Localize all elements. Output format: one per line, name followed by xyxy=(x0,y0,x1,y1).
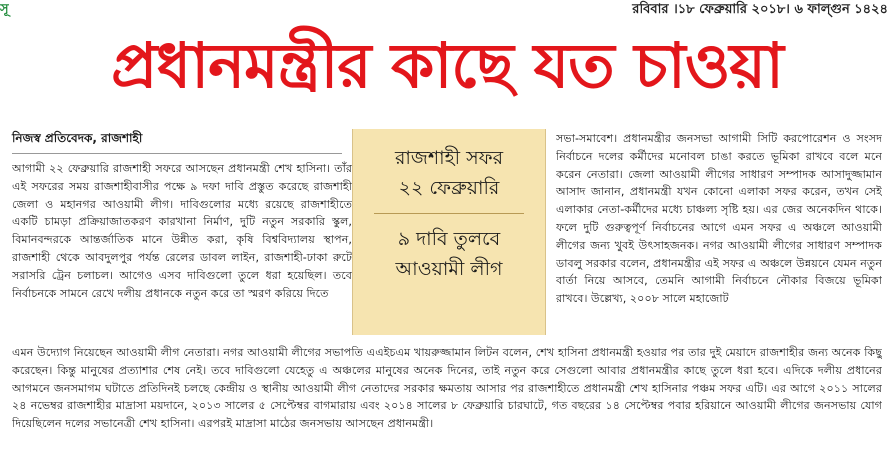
byline: নিজস্ব প্রতিবেদক, রাজশাহী xyxy=(12,130,342,154)
dateline: রবিবার ।১৮ ফেব্রুয়ারি ২০১৮। ৬ ফাল্গুন ১৪২৪ xyxy=(632,2,888,17)
pull-quote-line: ২২ ফেব্রুয়ারি xyxy=(398,177,500,199)
pull-quote-line: আওয়ামী লীগ xyxy=(395,258,503,280)
pull-quote-line: রাজশাহী সফর xyxy=(394,147,504,169)
pull-quote-line: ৯ দাবি তুলবে xyxy=(397,228,501,250)
pull-quote-box xyxy=(352,129,546,335)
column-text: আগামী ২২ ফেব্রুয়ারি রাজশাহী সফরে আসছেন প্রধানমন্ত্রী শেখ হাসিনা। তাঁর এই সফরের সময় রাজশাহীবাসীর পক্ষে ৯ দফা দাবি প্রস্তুত করেছে রাজশাহী জেলা ও মহানগর আওয়ামী লীগ। দাবিগুলোর মধ্যে রয়েছে রাজশাহীতে একটি চামড়া প্রক্রিয়াজাতকরণ কারখানা নির্মাণ, দুটি নতুন সরকারি স্কুল, বিমানবন্দরকে আন্তর্জাতিক মানে উন্নীত করা, কৃষি বিশ্ববিদ্যালয় স্থাপন, রাজশাহী থেকে আবদুলপুর পর্যন্ত রেলের ডাবল লাইন, রাজশাহী-ঢাকা রুটে সরাসরি ট্রেন চলাচল। আগেও এসব দাবিগুলো তুলে ধরা হয়েছিল। তবে নির্বাচনকে সামনে রেখে দলীয় প্রধানকে নতুন করে তা স্মরণ করিয়ে দিতে xyxy=(12,162,352,300)
article-column-bottom xyxy=(12,344,882,452)
pull-quote-divider xyxy=(374,213,524,214)
column-text: এমন উদ্যোগ নিয়েছেন আওয়ামী লীগ নেতারা। নগর আওয়ামী লীগের সভাপতি এএইচএম খায়রুজ্জামান লিটন বলেন, শেখ হাসিনা প্রধানমন্ত্রী হওয়ার পর তার দুই মেয়াদে রাজশাহীর জন্য অনেক কিছু করেছেন। কিন্তু মানুষের প্রত্যাশার শেষ নেই। তবে দাবিগুলো যেহেতু এ অঞ্চলের মানুষের অনেক দিনের, তাই নতুন করে সেগুলো আবার প্রধানমন্ত্রীর কাছে তুলে ধরা হবে। এদিকে দলীয় প্রধানের আগমনে জনসমাগম ঘটাতে প্রতিদিনই চলছে কেন্দ্রীয় ও স্থানীয় আওয়ামী লীগ নেতাদের সরকার ক্ষমতায় আসার পর রাজশাহীতে প্রধানমন্ত্রী শেখ হাসিনার পঞ্চম সফর এটি। এর আগে ২০১১ সালের ২৪ নভেম্বর রাজশাহীর মাদ্রাসা ময়দানে, ২০১৩ সালের ৫ সেপ্টেম্বর বাগমারায় এবং ২০১৪ সালের ৮ ফেব্রুয়ারি চারঘাটে, গত বছরের ১৪ সেপ্টেম্বর পবার হরিয়ানে আওয়ামী লীগের জনসভায় যোগ দিয়েছিলেন দলের সভানেত্রী শেখ হাসিনা। এরপরই মাদ্রাসা মাঠের জনসভায় আসছেন প্রধানমন্ত্রী। xyxy=(12,346,882,431)
article-column-right xyxy=(556,130,882,352)
article-column-left xyxy=(12,160,352,350)
column-text: সভা-সমাবেশ। প্রধানমন্ত্রীর জনসভা আগামী সিটি করপোরেশন ও সংসদ নির্বাচনে দলের কর্মীদের মনোবল চাঙা করতে ভূমিকা রাখবে বলে মনে করেন নেতারা। জেলা আওয়ামী লীগের সাধারণ সম্পাদক আসাদুজ্জামান আসাদ জানান, প্রধানমন্ত্রী যখন কোনো এলাকা সফর করেন, তখন সেই এলাকার নেতা-কর্মীদের মধ্যে চাঞ্চল্য সৃষ্টি হয়। এর জের অনেকদিন থাকে। ফলে দুটি গুরুত্বপূর্ণ নির্বাচনের আগে এমন সফর এ অঞ্চলে আওয়ামী লীগের জন্য খুবই উৎসাহজনক। নগর আওয়ামী লীগের সাধারণ সম্পাদক ডাবলু সরকার বলেন, প্রধানমন্ত্রীর এই সফর এ অঞ্চলে উন্নয়নে যেমন নতুন বার্তা নিয়ে আসবে, তেমনি আগামী নির্বাচনে নৌকার বিজয়ে ভূমিকা রাখবে। উল্লেখ্য, ২০০৮ সালে মহাজোট xyxy=(556,132,882,306)
masthead-strip xyxy=(0,0,894,18)
article-headline: প্রধানমন্ত্রীর কাছে যত চাওয়া xyxy=(111,29,783,102)
brand-mark: সূ xyxy=(0,2,9,17)
